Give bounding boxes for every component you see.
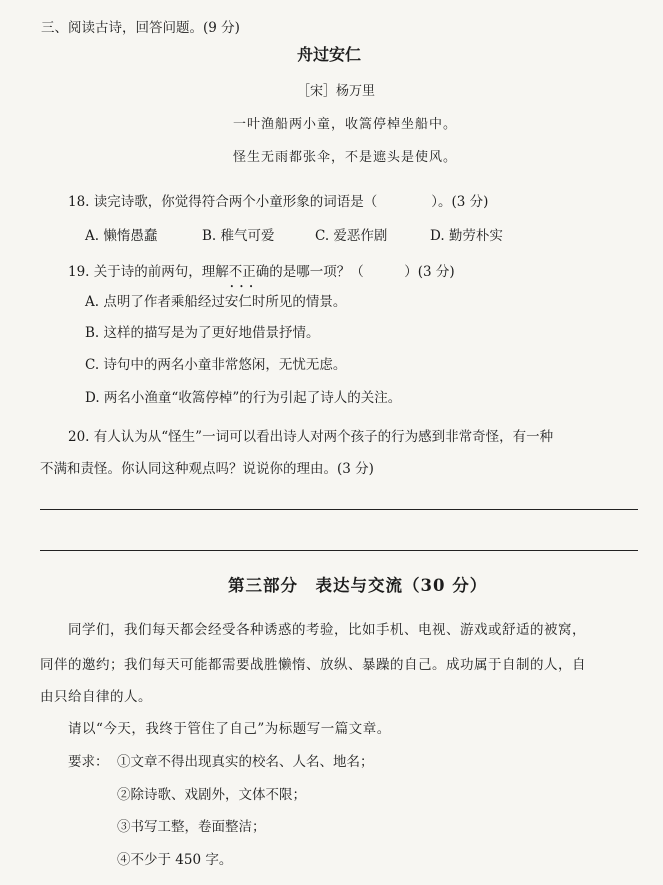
answer-line-1: [40, 509, 638, 510]
poem-author: ［宋］杨万里: [297, 84, 376, 99]
requirement-4: ④不少于 450 字。: [117, 852, 233, 868]
question-20-line-1: 20. 有人认为从“怪生”一词可以看出诗人对两个孩子的行为感到非常奇怪，有一种: [68, 429, 554, 445]
question-18-stem: 18. 读完诗歌，你觉得符合两个小童形象的词语是（ ）。(3 分): [68, 194, 489, 210]
q18-option-b: B. 稚气可爱: [202, 228, 275, 244]
part-three-title: 第三部分 表达与交流（30 分）: [228, 576, 488, 595]
requirement-1: ①文章不得出现真实的校名、人名、地名；: [117, 754, 374, 770]
q19-option-a: A. 点明了作者乘船经过安仁时所见的情景。: [85, 294, 347, 310]
q19-stem-emphasis: 不正确 • • •: [229, 264, 270, 280]
requirement-2: ②除诗歌、戏剧外，文体不限；: [117, 787, 306, 803]
q18-option-a: A. 懒惰愚蠢: [85, 228, 158, 244]
section-heading: 三、阅读古诗，回答问题。(9 分): [41, 20, 240, 36]
poem-line-2: 怪生无雨都张伞，不是遮头是使风。: [233, 150, 458, 165]
q18-option-c: C. 爱恶作剧: [315, 228, 388, 244]
question-19-stem: [68, 263, 455, 281]
q19-stem-post: 的是哪一项？（ ）(3 分): [269, 264, 455, 280]
part3-paragraph-line-2: 同伴的邀约；我们每天可能都需要战胜懒惰、放纵、暴躁的自己。成功属于自制的人，自: [40, 657, 586, 673]
requirement-3: ③书写工整，卷面整洁；: [117, 819, 266, 835]
q19-option-b: B. 这样的描写是为了更好地借景抒情。: [85, 325, 320, 341]
part3-paragraph-line-3: 由只给自律的人。: [40, 689, 152, 705]
part3-paragraph-line-1: 同学们，我们每天都会经受各种诱惑的考验，比如手机、电视、游戏或舒适的被窝，: [68, 622, 586, 638]
answer-line-2: [40, 550, 638, 551]
q19-stem-pre: 19. 关于诗的前两句，理解: [68, 264, 229, 280]
poem-title: 舟过安仁: [297, 45, 362, 64]
essay-prompt: 请以“今天，我终于管住了自己”为标题写一篇文章。: [68, 721, 391, 737]
question-20-line-2: 不满和责怪。你认同这种观点吗？说说你的理由。(3 分): [40, 461, 374, 477]
q19-option-d: D. 两名小渔童“收篙停棹”的行为引起了诗人的关注。: [85, 390, 402, 406]
q19-option-c: C. 诗句中的两名小童非常悠闲，无忧无虑。: [85, 357, 347, 373]
poem-line-1: 一叶渔船两小童，收篙停棹坐船中。: [233, 117, 458, 132]
requirements-label: 要求：: [68, 754, 109, 770]
q18-option-d: D. 勤劳朴实: [430, 228, 503, 244]
